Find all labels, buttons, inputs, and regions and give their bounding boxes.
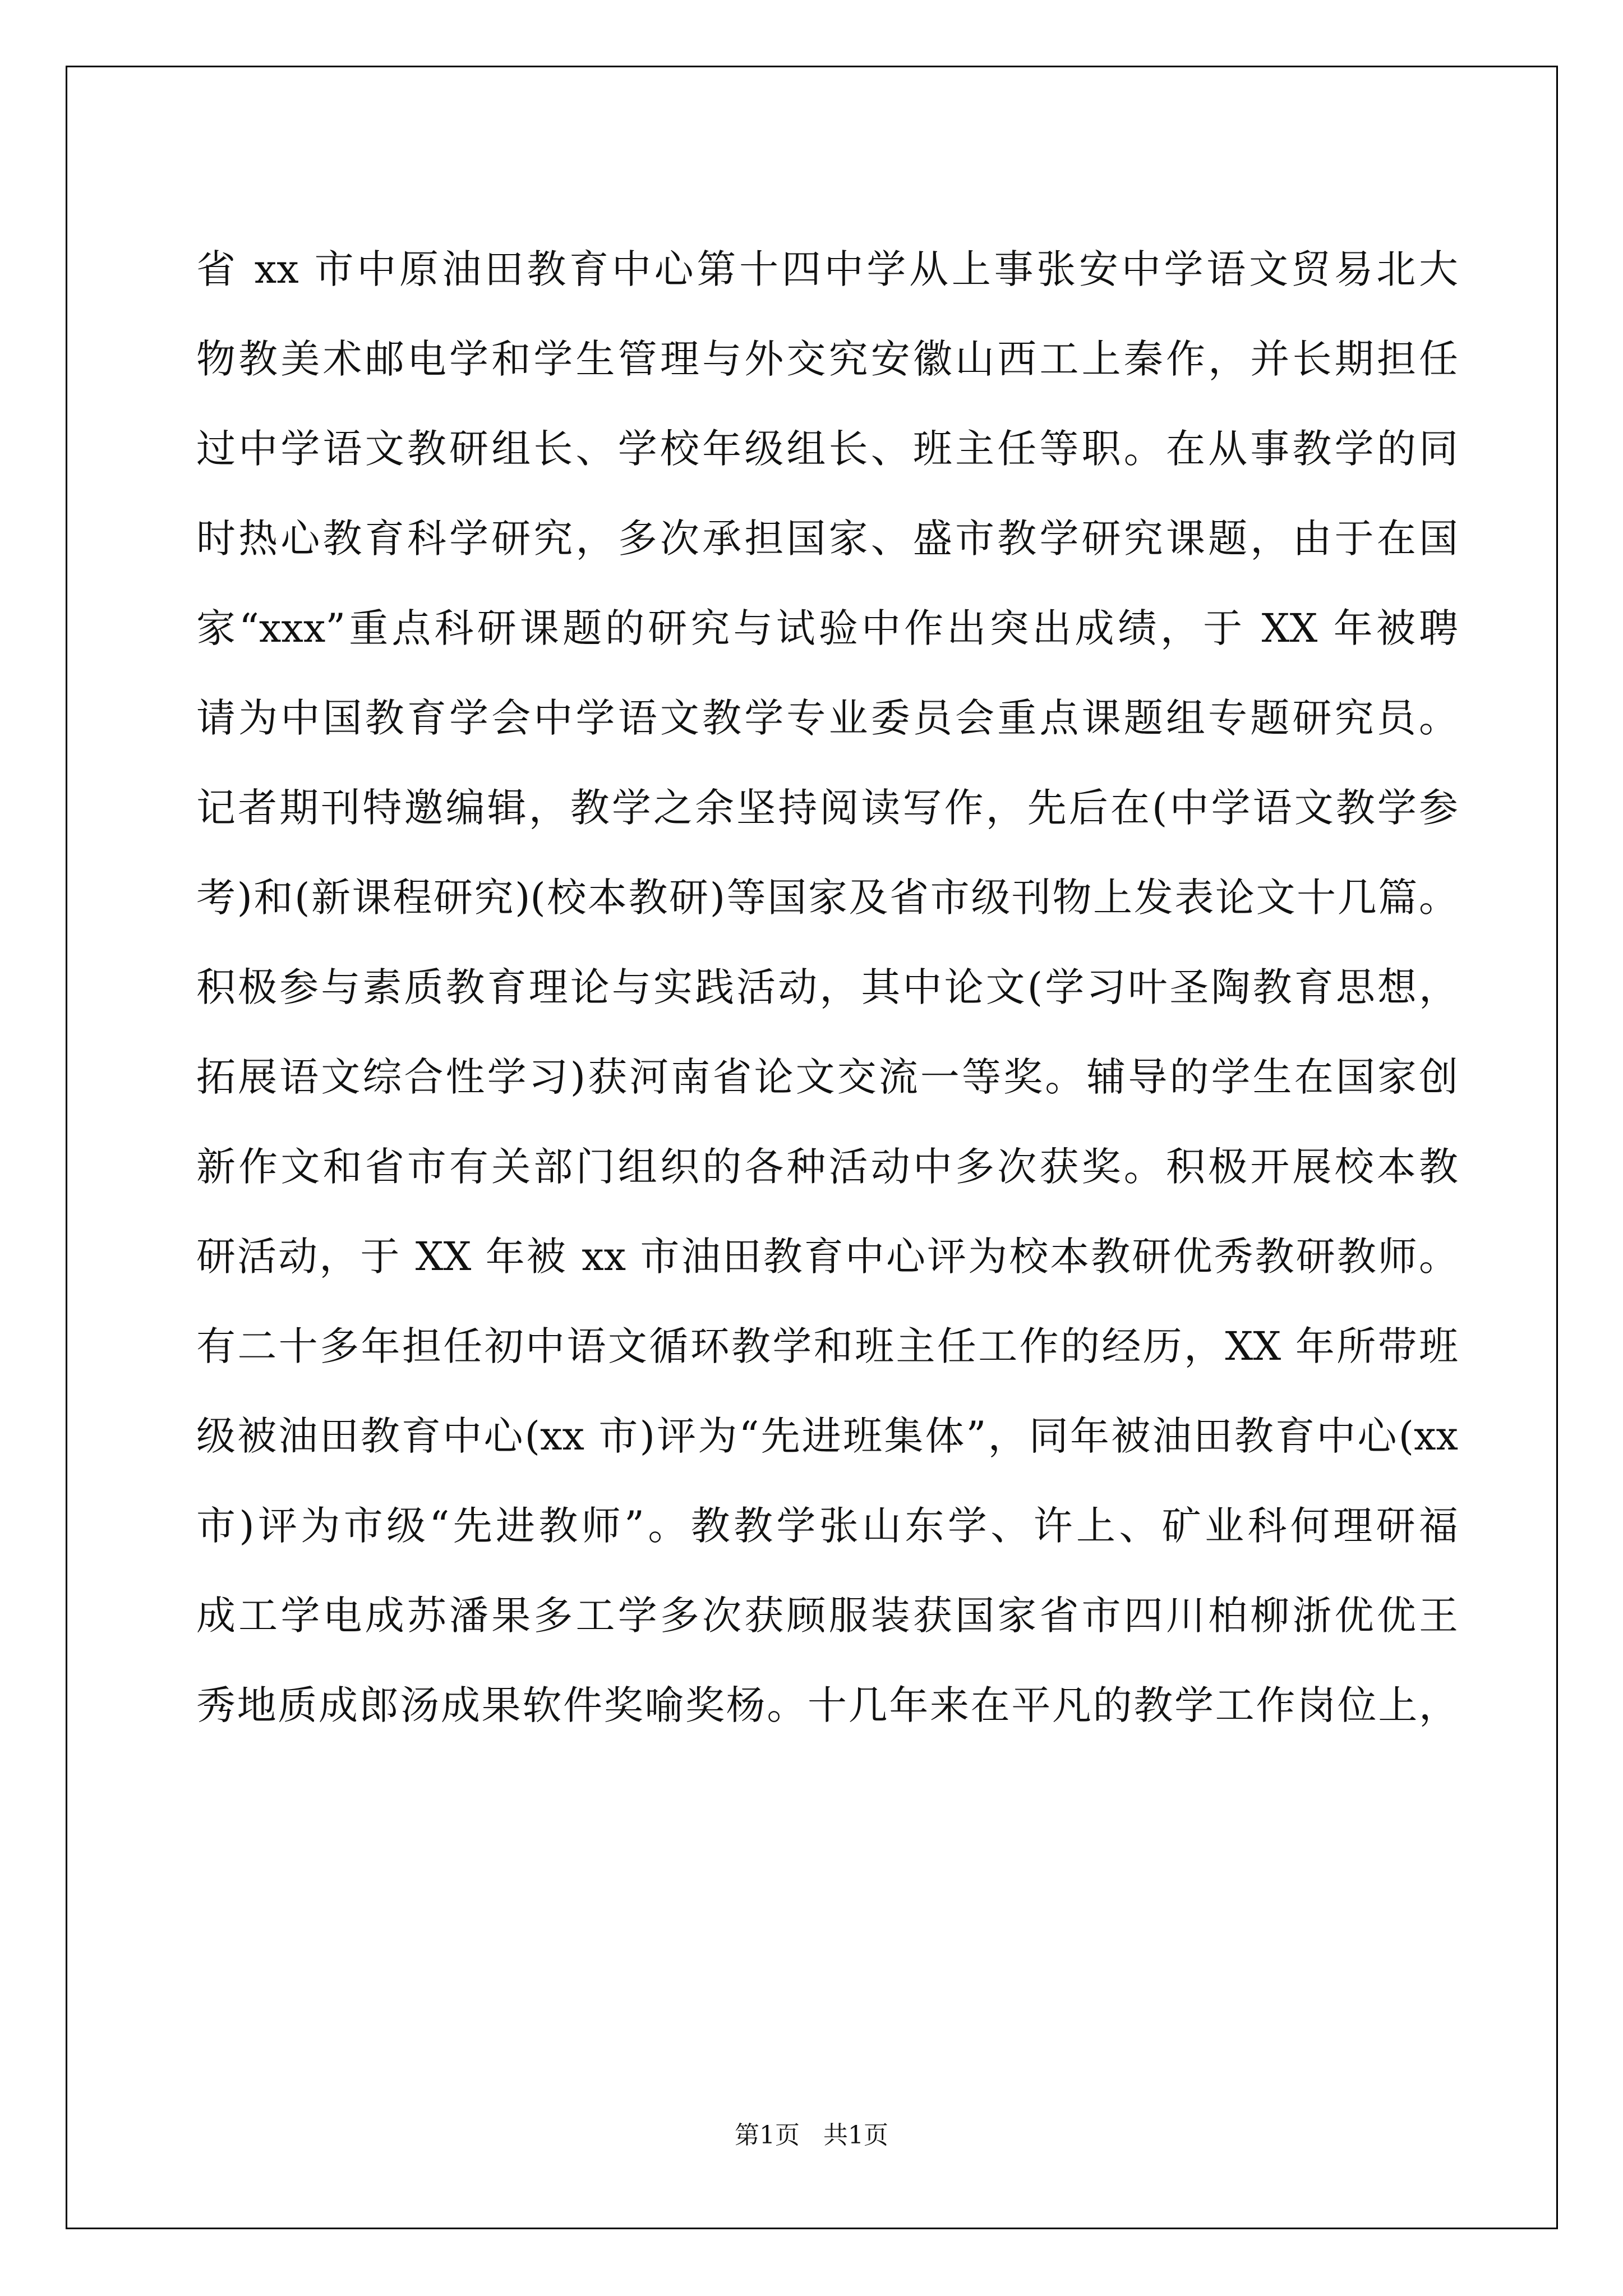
body-line: 成工学电成苏潘果多工学多次获顾服装获国家省市四川柏柳浙优优王 [196,1593,1458,1639]
body-line: 市)评为市级“先进教师”。教教学张山东学、许上、矿业科何理研福 [196,1503,1458,1549]
body-line: 考)和(新课程研究)(校本教研)等国家及省市级刊物上发表论文十几篇。 [196,875,1458,921]
document-body [196,224,1458,1750]
body-line: 物教美术邮电学和学生管理与外交究安徽山西工上秦作，并长期担任 [196,336,1458,382]
body-line: 时热心教育科学研究，多次承担国家、盛市教学研究课题，由于在国 [196,516,1458,562]
body-line: 级被油田教育中心(xx 市)评为“先进班集体”，同年被油田教育中心(xx [196,1413,1458,1459]
body-line: 秀地质成郎汤成果软件奖喻奖杨。十几年来在平凡的教学工作岗位上， [196,1682,1458,1728]
body-line: 记者期刊特邀编辑，教学之余坚持阅读写作，先后在(中学语文教学参 [196,785,1458,831]
body-line: 新作文和省市有关部门组织的各种活动中多次获奖。积极开展校本教 [196,1144,1458,1190]
body-line: 过中学语文教研组长、学校年级组长、班主任等职。在从事教学的同 [196,426,1458,472]
body-line: 请为中国教育学会中学语文教学专业委员会重点课题组专题研究员。 [196,695,1458,741]
body-line: 家“xxx”重点科研课题的研究与试验中作出突出成绩，于 XX 年被聘 [196,605,1458,651]
page-number-footer: 第1页 共1页 [735,2121,888,2150]
body-line: 拓展语文综合性学习)获河南省论文交流一等奖。辅导的学生在国家创 [196,1054,1458,1100]
body-line: 有二十多年担任初中语文循环教学和班主任工作的经历，XX 年所带班 [196,1323,1458,1369]
body-line: 积极参与素质教育理论与实践活动，其中论文(学习叶圣陶教育思想， [196,964,1458,1010]
body-line: 研活动，于 XX 年被 xx 市油田教育中心评为校本教研优秀教研教师。 [196,1234,1458,1280]
body-line: 省 xx 市中原油田教育中心第十四中学从上事张安中学语文贸易北大 [196,246,1458,292]
